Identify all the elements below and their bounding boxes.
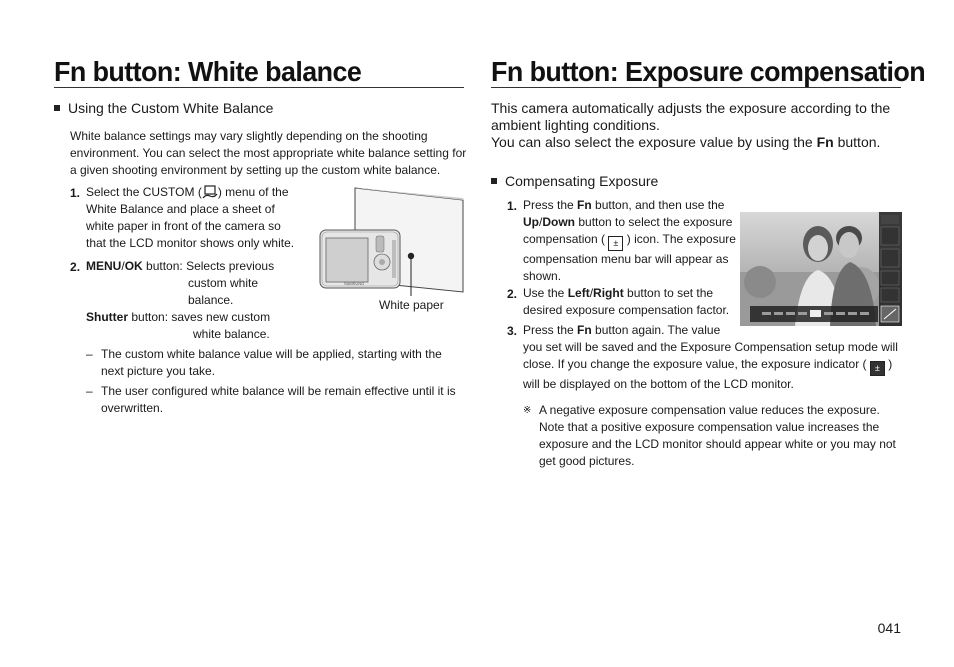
r-step3-text: Press the Fn button again. The value you set will be saved and the Exposure Compensation setup mode will close. If you change the exposure value, the exposure indicator ( ± ) will be displayed on the bottom of the LCD monitor. bbox=[523, 323, 898, 391]
lcd-preview bbox=[740, 212, 902, 326]
step1-text: Select the CUSTOM ( ) menu of the White Balance and place a sheet of white paper in front of the camera so that the LCD monitor shows only white. bbox=[86, 185, 295, 250]
r-step2-number: 2. bbox=[507, 287, 518, 301]
right-section-heading: Compensating Exposure bbox=[491, 173, 658, 189]
r-step2-text: Use the Left/Right button to set the desired exposure compensation factor. bbox=[523, 286, 730, 317]
page-number: 041 bbox=[877, 620, 901, 636]
left-section-heading: Using the Custom White Balance bbox=[54, 100, 273, 116]
dash-note-1: – The custom white balance value will be applied, starting with the next picture you take. bbox=[86, 347, 442, 378]
r-step1-number: 1. bbox=[507, 199, 518, 213]
square-bullet-icon bbox=[491, 178, 497, 184]
r-step3-number: 3. bbox=[507, 324, 518, 338]
right-intro: This camera automatically adjusts the exposure according to the ambient lighting conditions. You can also select the exposure value by using the Fn button. bbox=[491, 100, 891, 150]
white-paper-figure bbox=[318, 186, 466, 296]
exposure-indicator-icon: ± bbox=[870, 361, 885, 376]
left-intro: White balance settings may vary slightly depending on the shooting environment. You can select the most appropriate white balance setting for a given shooting environment by setting up the custom white balance. bbox=[70, 129, 467, 177]
step1-number: 1. bbox=[70, 186, 81, 200]
custom-wb-icon bbox=[202, 185, 218, 198]
note-mark: ※ bbox=[523, 405, 532, 416]
dash-note-2: – The user configured white balance will be remain effective until it is overwritten. bbox=[86, 384, 456, 415]
white-paper-label: White paper bbox=[379, 298, 444, 312]
step2-text: MENU/OK button: Selects previous custom white balance. Shutter button: saves new custom white balance. bbox=[86, 259, 275, 341]
step2-number: 2. bbox=[70, 260, 81, 274]
right-title-rule bbox=[491, 87, 901, 88]
r-step1-text: Press the Fn button, and then use the Up/Down button to select the exposure compensation ( ± ) icon. The exposure compensation menu bar will appear as shown. bbox=[523, 198, 736, 283]
left-title: Fn button: White balance bbox=[54, 56, 362, 87]
note-block: ※ A negative exposure compensation value reduces the exposure. Note that a positive exposure compensation value increases the exposure and the LCD monitor should appear white or you may not get good pictures. bbox=[523, 403, 896, 468]
square-bullet-icon bbox=[54, 105, 60, 111]
left-title-rule bbox=[54, 87, 464, 88]
right-title: Fn button: Exposure compensation bbox=[491, 56, 926, 87]
exposure-compensation-icon: ± bbox=[608, 236, 623, 251]
camera-brand-text: SAMSUNG bbox=[344, 281, 365, 286]
